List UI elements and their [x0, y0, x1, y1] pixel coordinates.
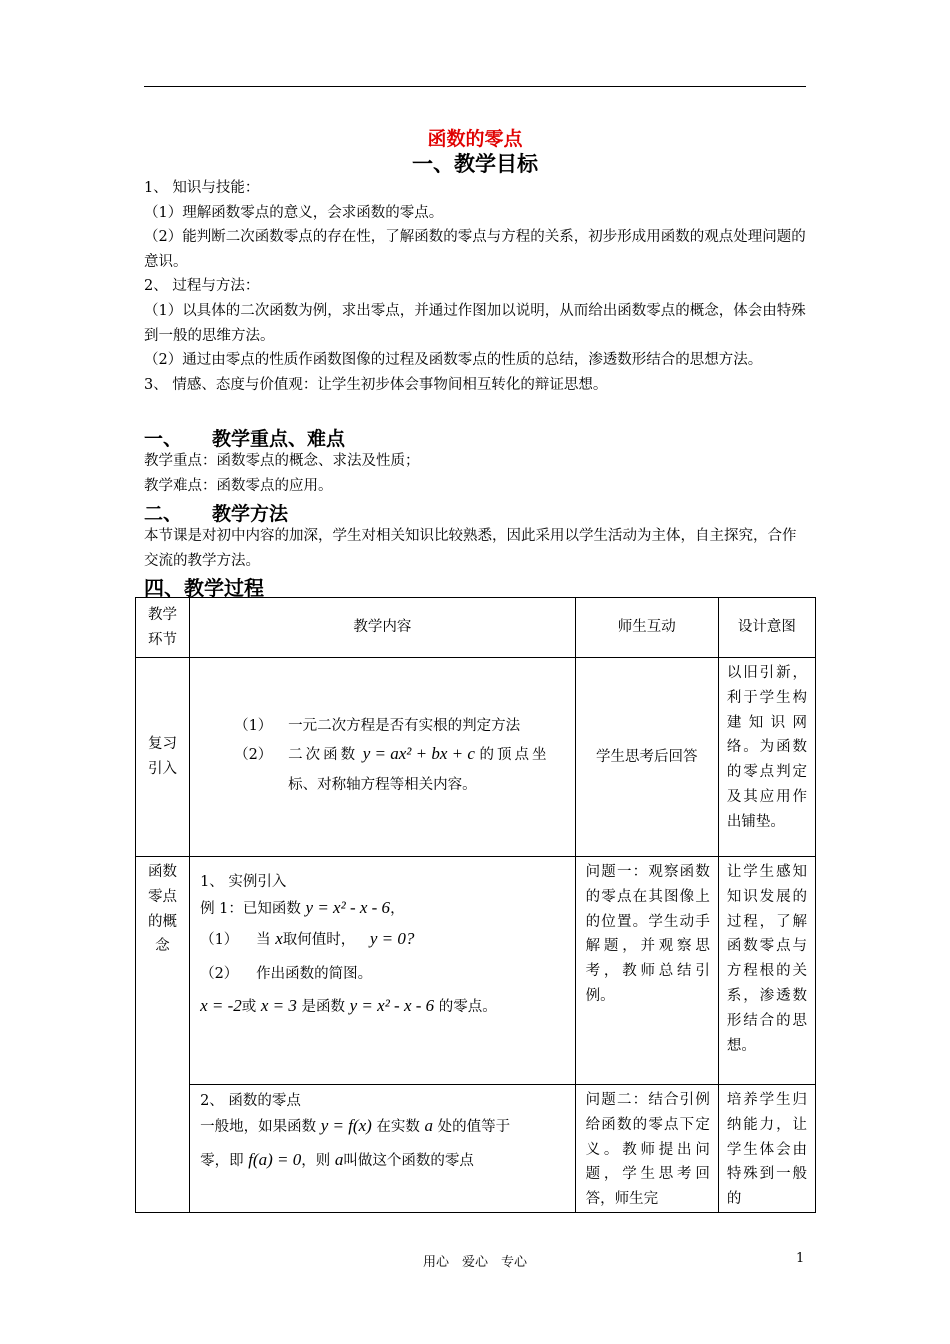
content-cell	[190, 658, 576, 857]
teaching-process-table	[135, 597, 816, 1213]
content-line: 例 1：已知函数 y = x² - x - 6，	[200, 898, 405, 917]
header-stage: 教学环节	[136, 598, 190, 658]
intent-cell: 以旧引新，利于学生构建知识网络。为函数的零点判定及其应用作出铺垫。	[718, 658, 815, 857]
content-line: x = -2或 x = 3 是函数 y = x² - x - 6 的零点。	[200, 996, 497, 1015]
objective-line: （1）理解函数零点的意义，会求函数的零点。	[144, 204, 444, 221]
formula-example: y = x² - x - 6	[349, 996, 435, 1015]
content-subheading: 2、 函数的零点	[200, 1093, 301, 1109]
page-footer: 用心 爱心 专心	[422, 1255, 527, 1270]
content-line: 标、对称轴方程等相关内容。	[288, 776, 477, 793]
key-point-line: 教学难点：函数零点的应用。	[144, 477, 333, 494]
header-intent: 设计意图	[718, 598, 815, 658]
formula-root-a: x = -2	[200, 996, 242, 1015]
section-heading-method: 二、 教学方法	[144, 503, 289, 525]
page-number: 1	[796, 1251, 805, 1266]
content-line: （2） 作出函数的简图。	[200, 966, 373, 982]
content-line: （2） 二次函数 y = ax² + bx + c 的顶点坐	[234, 743, 550, 763]
section-heading-process: 四、教学过程	[144, 576, 264, 600]
objectives-block	[144, 176, 808, 397]
key-points-block	[144, 449, 808, 498]
interaction-cell: 问题二：结合引例给函数的零点下定义。教师提出问题，学生思考回答，师生完	[575, 1085, 718, 1213]
stage-cell: 函数零点的概念	[136, 857, 190, 1213]
objective-line: 3、 情感、态度与价值观：让学生初步体会事物间相互转化的辩证思想。	[144, 376, 608, 393]
table-row	[136, 658, 816, 857]
formula-root-b: x = 3	[260, 996, 297, 1015]
content-cell	[190, 1085, 576, 1213]
table-row	[136, 857, 816, 1085]
formula-quadratic: y = ax² + bx + c	[362, 743, 475, 763]
section-heading-objectives: 一、教学目标	[412, 152, 538, 176]
table-row	[136, 1085, 816, 1213]
stage-cell: 复习引入	[136, 658, 190, 857]
content-line: （1） 一元二次方程是否有实根的判定方法	[234, 718, 521, 735]
formula-function: y = f(x)	[320, 1116, 372, 1135]
key-point-line: 教学重点：函数零点的概念、求法及性质；	[144, 453, 420, 469]
formula-example: y = x² - x - 6	[305, 898, 391, 917]
document-title: 函数的零点	[427, 128, 523, 150]
content-line: 零，即 f(a) = 0，则 a叫做这个函数的零点	[200, 1150, 474, 1169]
section-heading-key-points: 一、 教学重点、难点	[144, 428, 346, 450]
content-subheading: 1、 实例引入	[200, 874, 287, 890]
intent-cell: 让学生感知知识发展的过程，了解函数零点与方程根的关系，渗透数形结合的思想。	[718, 857, 815, 1085]
content-line: （1） 当 x取何值时， y = 0?	[200, 929, 415, 948]
table-header-row	[136, 598, 816, 658]
objective-line: （2）能判断二次函数零点的存在性，了解函数的零点与方程的关系，初步形成用函数的观点处理问题的意识。	[144, 229, 806, 270]
intent-cell: 培养学生归纳能力，让学生体会由特殊到一般的	[718, 1085, 815, 1213]
interaction-cell: 学生思考后回答	[575, 658, 718, 857]
content-cell	[190, 857, 576, 1085]
objective-line: （2）通过由零点的性质作函数图像的过程及函数零点的性质的总结，渗透数形结合的思想方法。	[144, 352, 763, 369]
formula-y-zero: y = 0?	[369, 929, 415, 948]
header-interaction: 师生互动	[575, 598, 718, 658]
content-line: 一般地，如果函数 y = f(x) 在实数 a 处的值等于	[200, 1116, 511, 1135]
objective-line: 1、 知识与技能：	[144, 180, 260, 196]
header-rule	[144, 86, 806, 87]
header-content: 教学内容	[190, 598, 576, 658]
method-text: 本节课是对初中内容的加深，学生对相关知识比较熟悉，因此采用以学生活动为主体，自主探究，合作交流的教学方法。	[144, 528, 797, 569]
objective-line: （1）以具体的二次函数为例，求出零点，并通过作图加以说明，从而给出函数零点的概念，体会由特殊到一般的思维方法。	[144, 302, 806, 344]
formula-fa-zero: f(a) = 0	[248, 1150, 302, 1169]
objective-line: 2、 过程与方法：	[144, 278, 260, 295]
interaction-cell: 问题一：观察函数的零点在其图像上的位置。学生动手解题，并观察思考，教师总结引例。	[575, 857, 718, 1085]
